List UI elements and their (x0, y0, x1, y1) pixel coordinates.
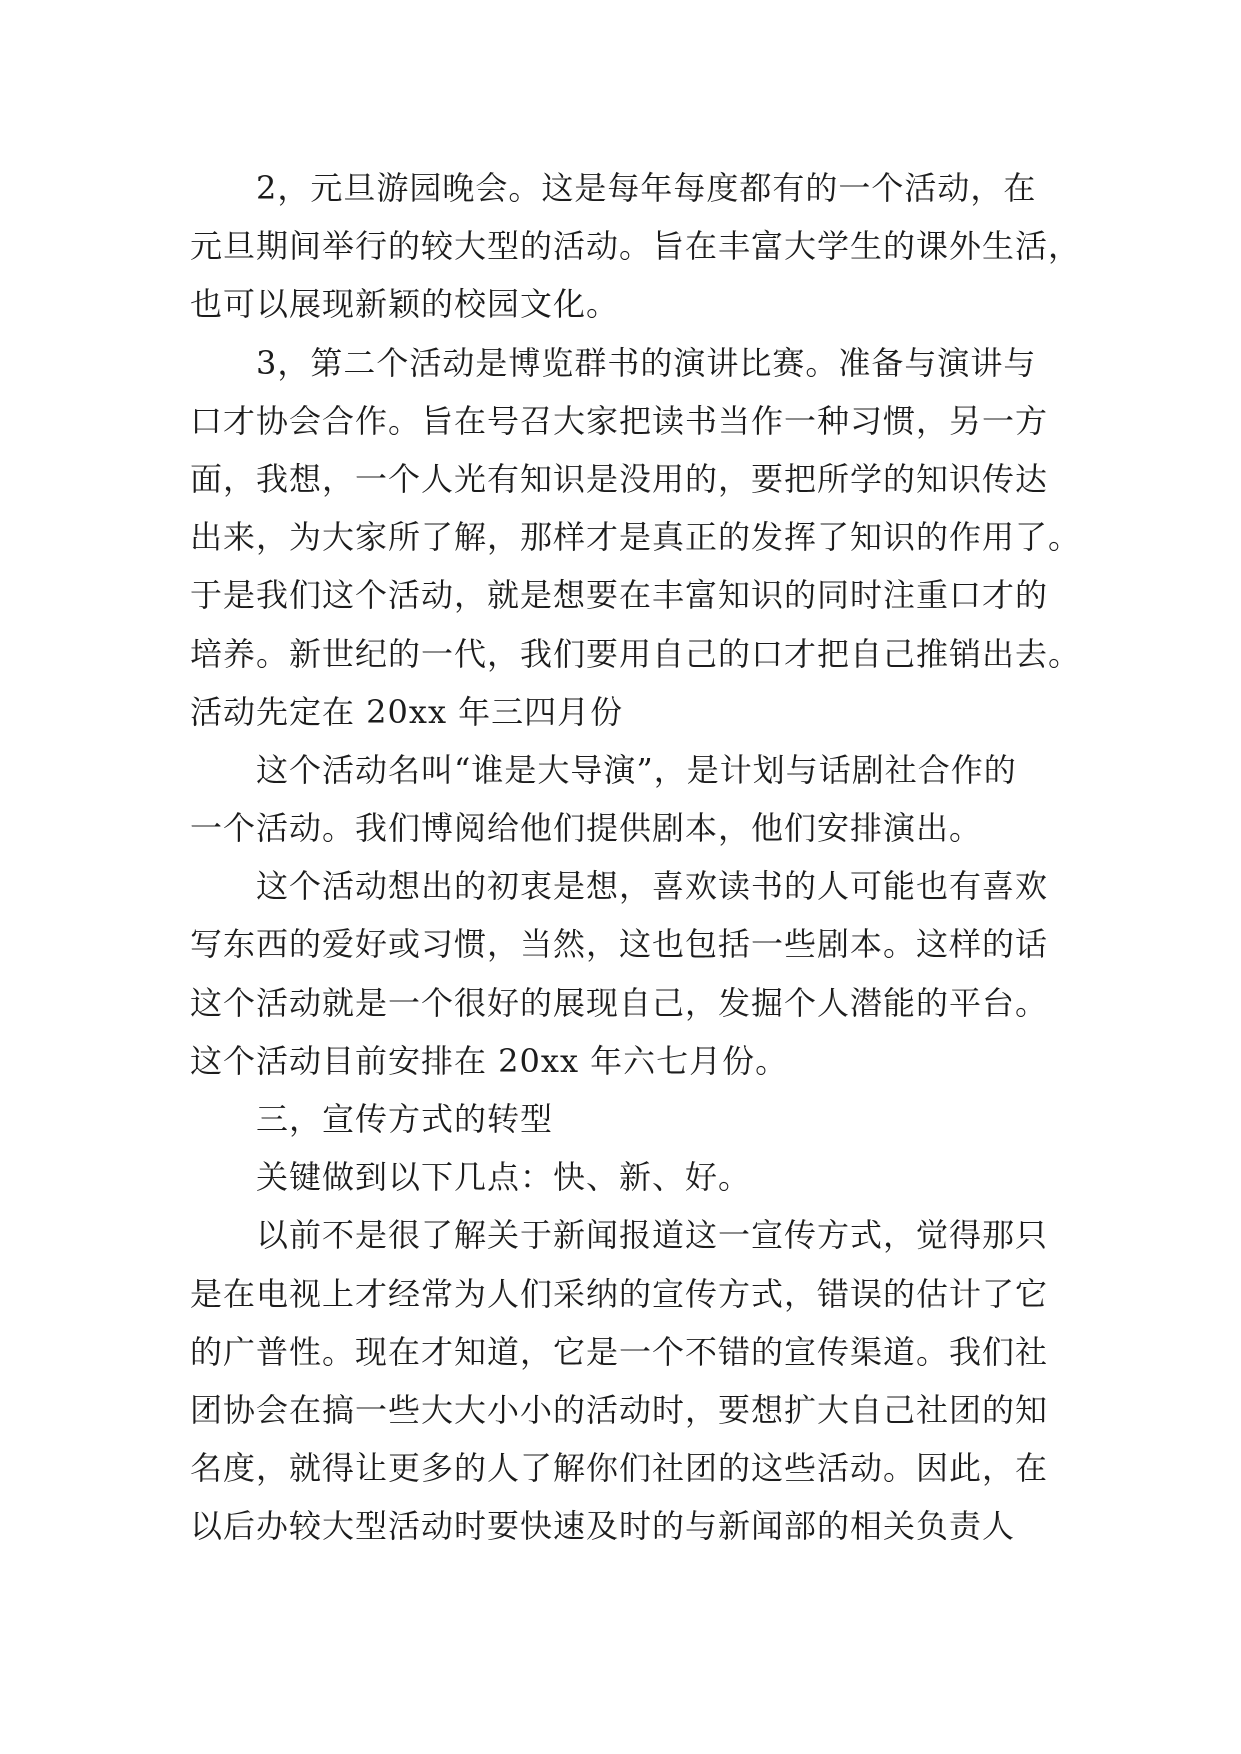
text-line: 写东西的爱好或习惯，当然，这也包括一些剧本。这样的话 (190, 925, 1049, 964)
text-line: 的广普性。现在才知道，它是一个不错的宣传渠道。我们社 (190, 1332, 1049, 1371)
paragraph (190, 1206, 1110, 1555)
text-line: 2，元旦游园晚会。这是每年每度都有的一个活动，在 (256, 169, 1037, 207)
paragraph (190, 159, 1110, 334)
text-line: 这个活动目前安排在 20xx 年六七月份。 (190, 1041, 789, 1080)
text-line: 团协会在搞一些大大小小的活动时，要想扩大自己社团的知 (190, 1390, 1049, 1429)
section-heading (190, 1090, 1110, 1148)
text-line: 培养。新世纪的一代，我们要用自己的口才把自己推销出去。 (190, 634, 1082, 673)
text-line: 是在电视上才经常为人们采纳的宣传方式，错误的估计了它 (190, 1274, 1049, 1313)
text-line: 面，我想，一个人光有知识是没用的，要把所学的知识传达 (190, 459, 1049, 498)
paragraph (190, 334, 1110, 741)
paragraph (190, 1148, 1110, 1206)
document-body (190, 159, 1110, 1556)
text-line: 于是我们这个活动，就是想要在丰富知识的同时注重口才的 (190, 576, 1049, 615)
text-line: 以前不是很了解关于新闻报道这一宣传方式，觉得那只 (256, 1216, 1049, 1255)
text-line: 一个活动。我们博阅给他们提供剧本，他们安排演出。 (190, 809, 983, 848)
text-line: 以后办较大型活动时要快速及时的与新闻部的相关负责人 (190, 1507, 1016, 1546)
text-line: 这个活动想出的初衷是想，喜欢读书的人可能也有喜欢 (256, 867, 1049, 906)
text-line: 3，第二个活动是博览群书的演讲比赛。准备与演讲与 (256, 343, 1037, 382)
text-line: 这个活动名叫“谁是大导演”，是计划与话剧社合作的 (256, 750, 1017, 789)
text-line: 元旦期间举行的较大型的活动。旨在丰富大学生的课外生活， (190, 227, 1082, 266)
text-line: 活动先定在 20xx 年三四月份 (190, 692, 624, 731)
paragraph (190, 741, 1110, 857)
text-line: 出来，为大家所了解，那样才是真正的发挥了知识的作用了。 (190, 518, 1082, 557)
text-line: 口才协会合作。旨在号召大家把读书当作一种习惯，另一方 (190, 401, 1049, 440)
text-line: 这个活动就是一个很好的展现自己，发掘个人潜能的平台。 (190, 983, 1049, 1022)
text-line: 也可以展现新颖的校园文化。 (190, 285, 620, 324)
text-line: 关键做到以下几点：快、新、好。 (256, 1158, 752, 1197)
paragraph (190, 857, 1110, 1090)
text-line: 三，宣传方式的转型 (256, 1100, 554, 1138)
text-line: 名度，就得让更多的人了解你们社团的这些活动。因此，在 (190, 1449, 1049, 1488)
